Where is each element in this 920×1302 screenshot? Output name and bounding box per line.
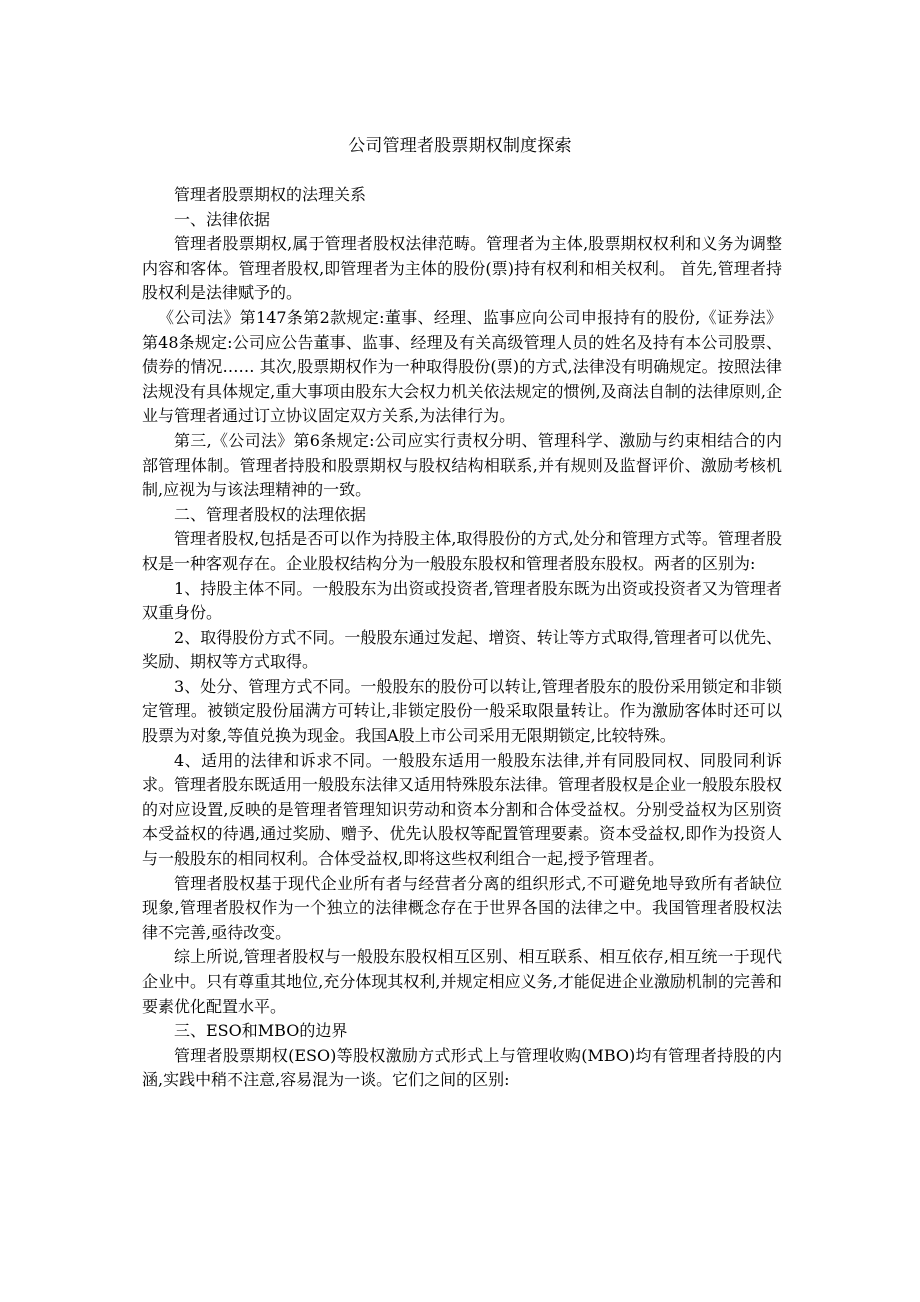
list-item: 4、适用的法律和诉求不同。一般股东适用一般股东法律,并有同股同权、同股同利诉求。管理者股东既适用一般股东法律又适用特殊股东法律。管理者股权是企业一般股东股权的对应设置,反映的是管理者管理知识劳动和资本分割和合体受益权。分别受益权为区别资本受益权的待遇,通过奖励、赠予、优先认股权等配置管理要素。资本受益权,即作为投资人与一般股东的相同权利。合体受益权,即将这些权利组合一起,授予管理者。	[142, 750, 783, 869]
list-item: 2、取得股份方式不同。一般股东通过发起、增资、转让等方式取得,管理者可以优先、奖励、期权等方式取得。	[142, 627, 782, 672]
paragraph: 《公司法》第147条第2款规定:董事、经理、监事应向公司申报持有的股份,《证券法》第48条规定:公司应公告董事、监事、经理及有关高级管理人员的姓名及持有本公司股票、债券的情况…… 其次,股票期权作为一种取得股份(票)的方式,法律没有明确规定。按照法律法规没有具体规定,重大事项由股东大会权力机关依法规定的惯例,及商法自制的法律原则,企业与管理者通过订立协议固定双方关系,为法律行为。	[142, 307, 782, 426]
paragraph: 管理者股票期权(ESO)等股权激励方式形式上与管理收购(MBO)均有管理者持股的内涵,实践中稍不注意,容易混为一谈。它们之间的区别:	[142, 1045, 782, 1090]
section-heading: 管理者股票期权的法理关系	[174, 185, 367, 204]
paragraph: 综上所说,管理者股权与一般股东股权相互区别、相互联系、相互依存,相互统一于现代企业中。只有尊重其地位,充分体现其权利,并规定相应义务,才能促进企业激励机制的完善和要素优化配置水平。	[142, 947, 782, 1016]
paragraph: 第三,《公司法》第6条规定:公司应实行责权分明、管理科学、激励与约束相结合的内部管理体制。管理者持股和股票期权与股权结构相联系,并有规则及监督评价、激励考核机制,应视为与该法理精神的一致。	[142, 430, 782, 500]
section-heading: 二、管理者股权的法理依据	[174, 504, 367, 524]
paragraph: 管理者股权基于现代企业所有者与经营者分离的组织形式,不可避免地导致所有者缺位现象,管理者股权作为一个独立的法律概念存在于世界各国的法律之中。我国管理者股权法律不完善,亟待改变。	[142, 873, 782, 942]
section-heading: 一、法律依据	[174, 209, 271, 229]
list-item: 1、持股主体不同。一般股东为出资或投资者,管理者股东既为出资或投资者又为管理者双重身份。	[142, 578, 782, 623]
section-heading: 三、ESO和MBO的边界	[174, 1021, 348, 1041]
paragraph: 管理者股票期权,属于管理者股权法律范畴。管理者为主体,股票期权权利和义务为调整内容和客体。管理者股权,即管理者为主体的股份(票)持有权利和相关权利。 首先,管理者持股权利是法律赋予的。	[142, 234, 782, 303]
document-title: 公司管理者股票期权制度探索	[348, 136, 572, 156]
list-item: 3、处分、管理方式不同。一般股东的股份可以转让,管理者股东的股份采用锁定和非锁定管理。被锁定股份届满方可转让,非锁定股份一般采取限量转让。作为激励客体时还可以股票为对象,等值兑换为现金。我国A股上市公司采用无限期锁定,比较特殊。	[142, 676, 782, 746]
document-body	[142, 183, 782, 1093]
paragraph: 管理者股权,包括是否可以作为持股主体,取得股份的方式,处分和管理方式等。管理者股权是一种客观存在。企业股权结构分为一般股东股权和管理者股东股权。两者的区别为:	[142, 529, 782, 573]
